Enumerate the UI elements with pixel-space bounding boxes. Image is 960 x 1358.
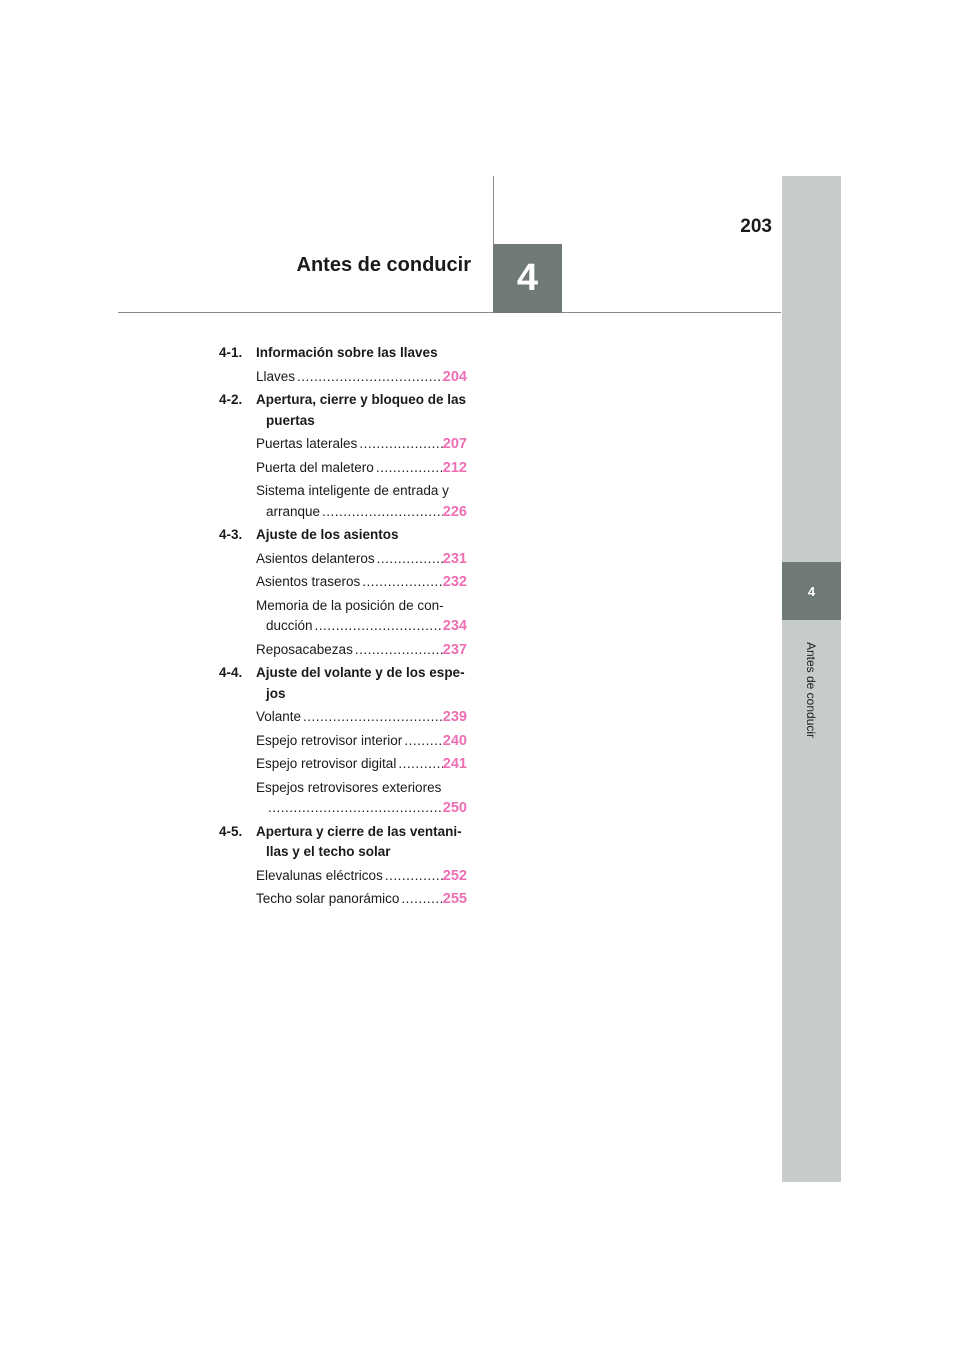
dot-leader xyxy=(313,616,443,637)
toc-entry-row xyxy=(256,502,467,523)
dot-leader xyxy=(353,640,443,661)
entry-label: Memoria de la posición de con- xyxy=(256,597,444,613)
toc-entry[interactable] xyxy=(256,458,467,479)
entry-label: Espejo retrovisor digital xyxy=(256,756,397,771)
page-link[interactable]: 255 xyxy=(442,891,467,907)
section-title xyxy=(256,663,467,684)
toc-entry[interactable] xyxy=(256,754,467,775)
section-title xyxy=(256,411,467,432)
section-title xyxy=(256,343,467,364)
page-number: 203 xyxy=(740,216,772,237)
section-number: 4-3. xyxy=(219,527,243,542)
section-title-line: jos xyxy=(266,685,286,701)
dot-leader xyxy=(399,889,442,910)
header-horizontal-rule xyxy=(118,312,781,313)
section-title-line: Apertura, cierre y bloqueo de las xyxy=(256,392,467,407)
entry-label: Llaves xyxy=(256,368,296,384)
section-title-line: llas y el techo solar xyxy=(266,844,391,859)
toc-entry-row xyxy=(256,731,467,752)
page-link[interactable]: 207 xyxy=(442,436,467,452)
dot-leader xyxy=(396,754,442,775)
section-number: 4-2. xyxy=(219,392,243,407)
entry-label: Volante xyxy=(256,709,302,724)
entry-label: Puertas laterales xyxy=(256,436,358,451)
dot-leader xyxy=(402,731,442,752)
section-title-line: Ajuste del volante y de los espe- xyxy=(256,665,465,680)
toc-section xyxy=(219,822,467,863)
toc-entry[interactable] xyxy=(256,731,467,752)
dot-leader xyxy=(360,572,443,593)
dot-leader xyxy=(374,458,443,479)
section-title-line: Información sobre las llaves xyxy=(256,345,438,360)
entry-label: Elevalunas eléctricos xyxy=(256,867,383,883)
toc-entry[interactable] xyxy=(256,434,467,455)
dot-leader xyxy=(295,367,443,388)
page-link[interactable]: 239 xyxy=(442,709,467,725)
dot-leader xyxy=(266,798,443,819)
toc-section xyxy=(219,390,467,431)
page-link[interactable]: 234 xyxy=(442,618,467,634)
toc-entry[interactable] xyxy=(256,367,467,388)
section-number: 4-5. xyxy=(219,823,243,839)
toc-entry-row xyxy=(256,754,467,775)
toc-entry-row xyxy=(256,458,467,479)
entry-label: Puerta del maletero xyxy=(256,459,374,475)
section-title-line: puertas xyxy=(266,412,315,428)
entry-label: Sistema inteligente de entrada y xyxy=(256,483,449,498)
section-title xyxy=(256,842,467,863)
toc-section xyxy=(219,663,467,704)
chapter-title: Antes de conducir xyxy=(296,254,471,276)
toc-entry-row xyxy=(256,549,467,570)
toc-entry[interactable] xyxy=(256,572,467,593)
toc-entry-row xyxy=(256,640,467,661)
toc-entry-row xyxy=(256,889,467,910)
page-link[interactable]: 212 xyxy=(442,459,467,476)
toc-entry-line xyxy=(256,596,467,617)
toc-entry-row xyxy=(256,707,467,728)
entry-label: Espejos retrovisores exteriores xyxy=(256,779,442,795)
entry-label: Espejo retrovisor interior xyxy=(256,732,403,748)
section-title xyxy=(256,822,467,843)
page-link[interactable]: 204 xyxy=(442,368,467,385)
side-tab-label: Antes de conducir xyxy=(804,641,818,739)
dot-leader xyxy=(375,549,443,570)
side-tab-number[interactable]: 4 xyxy=(782,562,841,620)
section-title xyxy=(256,684,467,705)
page-link[interactable]: 226 xyxy=(442,503,467,520)
section-number: 4-1. xyxy=(219,345,243,360)
toc-entry[interactable] xyxy=(256,778,467,819)
toc-entry[interactable] xyxy=(256,889,467,910)
page-link[interactable]: 231 xyxy=(442,550,467,567)
section-title xyxy=(256,390,467,411)
entry-label: Asientos delanteros xyxy=(256,550,375,566)
toc-entry[interactable] xyxy=(256,640,467,661)
entry-label: Reposacabezas xyxy=(256,641,353,657)
table-of-contents xyxy=(219,343,467,913)
toc-entry-line xyxy=(256,481,467,502)
toc-entry[interactable] xyxy=(256,549,467,570)
entry-label: Asientos traseros xyxy=(256,574,361,589)
page-link[interactable]: 252 xyxy=(442,867,467,884)
entry-label: Techo solar panorámico xyxy=(256,891,400,906)
dot-leader xyxy=(301,707,443,728)
section-title-line: Ajuste de los asientos xyxy=(256,527,399,542)
page-link[interactable]: 232 xyxy=(442,574,467,590)
page-link[interactable]: 240 xyxy=(442,732,467,749)
toc-entry-row xyxy=(256,367,467,388)
dot-leader xyxy=(357,434,442,455)
section-number: 4-4. xyxy=(219,665,243,680)
section-title xyxy=(256,525,467,546)
toc-entry[interactable] xyxy=(256,481,467,522)
dot-leader xyxy=(320,502,443,523)
header-vertical-rule xyxy=(493,176,494,244)
toc-section xyxy=(219,525,467,546)
toc-section xyxy=(219,343,467,364)
toc-entry[interactable] xyxy=(256,707,467,728)
entry-label: arranque xyxy=(266,503,321,519)
toc-entry-row xyxy=(256,798,467,819)
page-link[interactable]: 241 xyxy=(442,756,467,772)
toc-entry-row xyxy=(256,866,467,887)
page-link[interactable]: 250 xyxy=(442,800,467,816)
dot-leader xyxy=(383,866,443,887)
toc-entry-row xyxy=(256,616,467,637)
page-link[interactable]: 237 xyxy=(442,641,467,658)
toc-entry-row xyxy=(256,434,467,455)
toc-entry-line xyxy=(256,778,467,799)
toc-entry[interactable] xyxy=(256,596,467,637)
section-title-line: Apertura y cierre de las ventani- xyxy=(256,823,462,839)
chapter-number-box: 4 xyxy=(493,244,562,313)
toc-entry-row xyxy=(256,572,467,593)
toc-entry[interactable] xyxy=(256,866,467,887)
entry-label: ducción xyxy=(266,618,313,633)
